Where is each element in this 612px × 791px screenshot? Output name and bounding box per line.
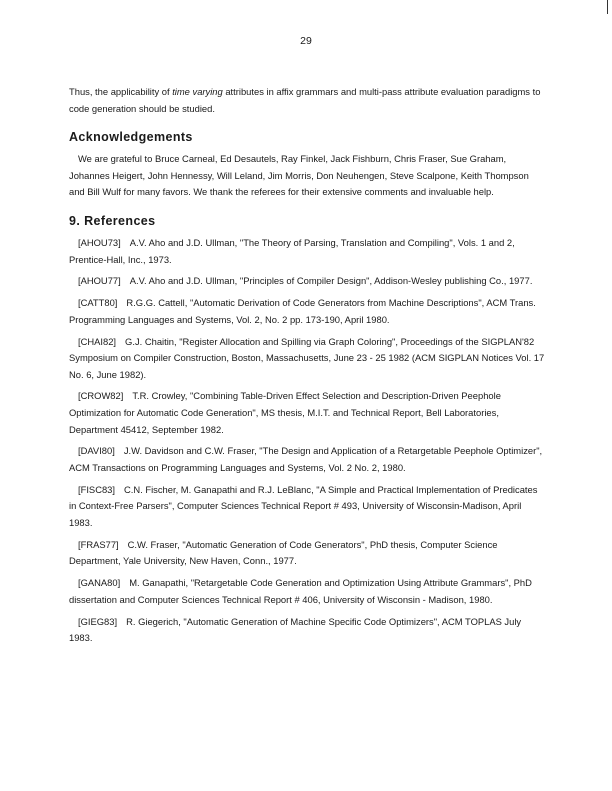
reference-key: [GIEG83] [78,615,118,627]
reference-entry [69,575,547,608]
reference-key: [AHOU73] [78,236,121,248]
reference-list [69,235,547,647]
intro-text-before: Thus, the applicability of [69,86,173,97]
reference-entry [69,388,547,438]
reference-key: [CHAI82] [78,335,117,347]
reference-key: [FISC83] [78,483,115,495]
reference-text: J.W. Davidson and C.W. Fraser, "The Design and Application of a Retargetable Peephole Optimizer", ACM Transactions on Programming Languages and Systems, Vol. 2 No. 2, 1980. [69,445,543,474]
acknowledgements-paragraph: We are grateful to Bruce Carneal, Ed Desautels, Ray Finkel, Jack Fishburn, Chris Fraser, Sue Graham, Johannes Heigert, John Hennessy, Will Leland, Jim Morris, Don Neuhengen, Steve Scalpone, Keith Thompson and Bill Wulf for many favors. We thank the referees for their extensive comments and invaluable help. [69,153,529,198]
references-heading: 9. References [69,213,156,228]
reference-entry [69,334,547,384]
reference-text: T.R. Crowley, "Combining Table-Driven Effect Selection and Description-Driven Peephole Optimization for Automatic Code Generation", MS thesis, M.I.T. and Technical Report, Bell Laboratories, Department 45412, September 1982. [69,390,501,435]
reference-entry [69,273,547,290]
reference-key: [CATT80] [78,297,118,309]
acknowledgements-heading: Acknowledgements [69,130,193,145]
reference-entry [69,482,547,532]
reference-text: R.G.G. Cattell, "Automatic Derivation of Code Generators from Machine Descriptions", ACM Trans. Programming Languages and Systems, Vol. 2, No. 2 pp. 173-190, April 1980. [69,297,536,325]
reference-key: [CROW82] [78,390,124,402]
reference-entry [69,295,547,328]
reference-text: G.J. Chaitin, "Register Allocation and Spilling via Graph Coloring", Proceedings of the SIGPLAN'82 Symposium on Compiler Construction, Boston, Massachusetts, June 23 - 25 1982 (ACM SIGPLAN Notices Vol. 17 No. 6, June 1982). [69,335,545,380]
reference-text: C.N. Fischer, M. Ganapathi and R.J. LeBlanc, "A Simple and Practical Implementation of Predicates in Context-Free Parsers", Computer Sciences Technical Report # 493, University of Wisconsin-Madison, April 1983. [69,483,538,528]
reference-key: [GANA80] [78,577,121,589]
reference-text: R. Giegerich, "Automatic Generation of Machine Specific Code Optimizers", ACM TOPLAS July 1983. [69,615,522,644]
page-content [69,84,547,652]
page-number: 29 [300,35,312,47]
reference-key: [AHOU77] [78,275,121,287]
reference-text: M. Ganapathi, "Retargetable Code Generation and Optimization Using Attribute Grammars", PhD dissertation and Computer Sciences Technical Report # 406, University of Wisconsin - Madison, 1980. [69,577,532,605]
reference-key: [FRAS77] [78,538,119,550]
reference-text: A.V. Aho and J.D. Ullman, "The Theory of Parsing, Translation and Compiling", Vols. 1 and 2, Prentice-Hall, Inc., 1973. [69,236,515,265]
scan-edge-mark [607,0,608,14]
reference-text: C.W. Fraser, "Automatic Generation of Code Generators", PhD thesis, Computer Science Department, Yale University, New Haven, Conn., 1977. [69,538,498,567]
reference-text: A.V. Aho and J.D. Ullman, "Principles of Compiler Design", Addison-Wesley publishing Co., 1977. [129,275,533,287]
reference-entry [69,443,547,476]
intro-emphasis: time varying [172,86,223,97]
reference-entry [69,235,547,268]
reference-entry [69,537,547,570]
intro-paragraph [69,84,547,117]
intro-text-after: attributes in affix grammars and multi-pass attribute evaluation paradigms to code generation should be studied. [69,86,541,114]
reference-entry [69,614,547,647]
reference-key: [DAVI80] [78,445,115,457]
